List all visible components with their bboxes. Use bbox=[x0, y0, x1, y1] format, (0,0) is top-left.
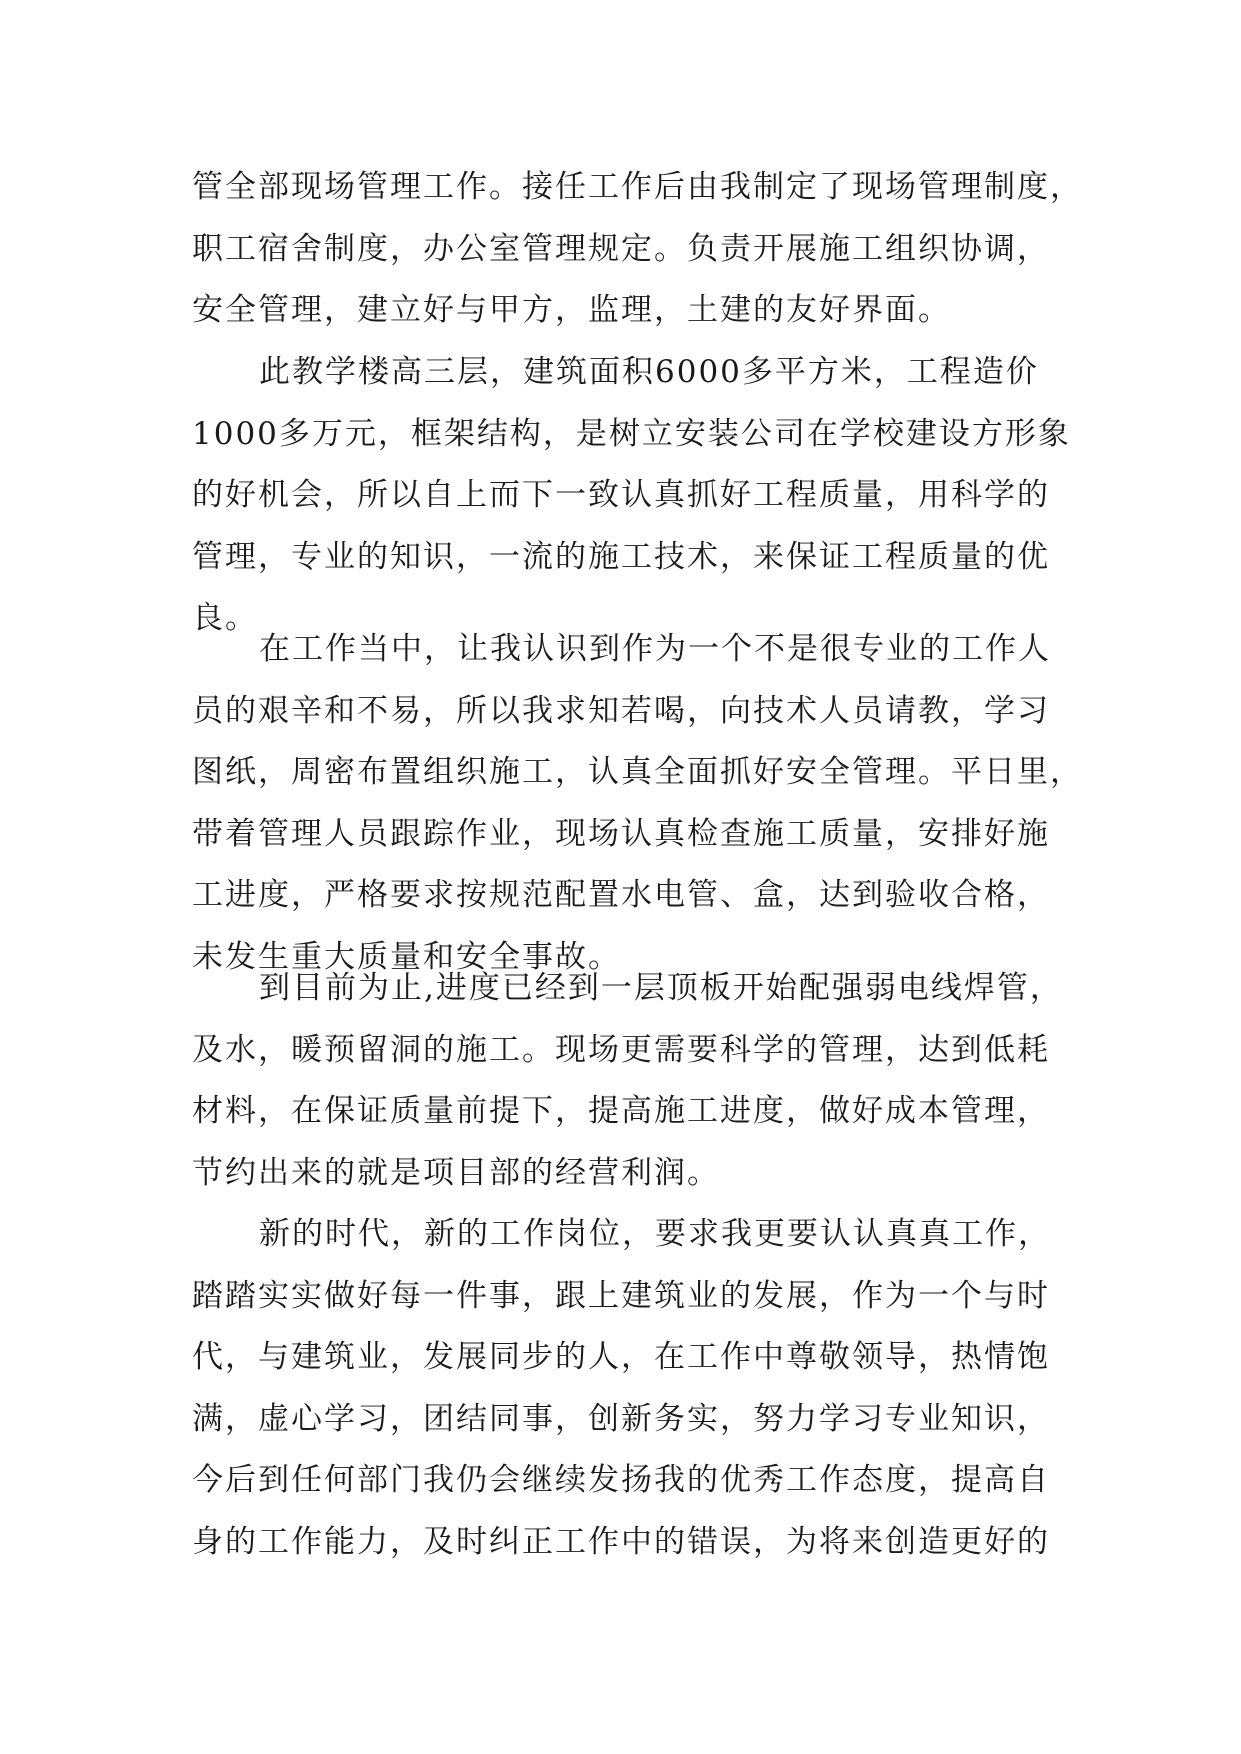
text-line: 安全管理，建立好与甲方，监理，土建的友好界面。 bbox=[192, 292, 951, 328]
text-line: 图纸，周密布置组织施工，认真全面抓好安全管理。平日里， bbox=[192, 754, 1083, 790]
text-line: 的好机会，所以自上而下一致认真抓好工程质量，用科学的 bbox=[192, 477, 1050, 513]
text-line: 管理，专业的知识，一流的施工技术，来保证工程质量的优 bbox=[192, 538, 1050, 575]
text-line: 在工作当中，让我认识到作为一个不是很专业的工作人 bbox=[259, 631, 1051, 667]
text-line: 未发生重大质量和安全事故。 bbox=[192, 938, 621, 975]
paragraph-5 bbox=[192, 1204, 1092, 1573]
text-line: 身的工作能力，及时纠正工作中的错误，为将来创造更好的 bbox=[192, 1523, 1050, 1560]
text-line: 员的艰辛和不易，所以我求知若喝，向技术人员请教，学习 bbox=[192, 692, 1050, 729]
text-line: 1000多万元，框架结构，是树立安装公司在学校建设方形象 bbox=[192, 415, 1071, 452]
text-line: 满，虚心学习，团结同事，创新务实，努力学习专业知识， bbox=[192, 1400, 1050, 1437]
text-line: 材料，在保证质量前提下，提高施工进度，做好成本管理， bbox=[192, 1093, 1050, 1129]
paragraph-4 bbox=[192, 958, 1092, 1204]
text-line: 新的时代，新的工作岗位，要求我更要认认真真工作， bbox=[259, 1216, 1051, 1252]
text-line: 到目前为止,进度已经到一层顶板开始配强弱电线焊管， bbox=[259, 970, 1063, 1006]
text-line: 今后到任何部门我仍会继续发扬我的优秀工作态度，提高自 bbox=[192, 1462, 1050, 1498]
text-line: 此教学楼高三层，建筑面积6000多平方米，工程造价 bbox=[259, 354, 1039, 390]
text-line: 工进度，严格要求按规范配置水电管、盒，达到验收合格， bbox=[192, 877, 1050, 913]
text-line: 良。 bbox=[192, 600, 258, 636]
text-line: 代，与建筑业，发展同步的人，在工作中尊敬领导，热情饱 bbox=[192, 1339, 1050, 1375]
text-line: 职工宿舍制度，办公室管理规定。负责开展施工组织协调， bbox=[192, 230, 1050, 267]
paragraph-2 bbox=[192, 342, 1092, 650]
text-line: 管全部现场管理工作。接任工作后由我制定了现场管理制度， bbox=[192, 169, 1083, 205]
paragraph-1 bbox=[192, 157, 1092, 342]
text-line: 带着管理人员跟踪作业，现场认真检查施工质量，安排好施 bbox=[192, 815, 1050, 852]
text-line: 踏踏实实做好每一件事，跟上建筑业的发展，作为一个与时 bbox=[192, 1277, 1050, 1314]
text-line: 节约出来的就是项目部的经营利润。 bbox=[192, 1154, 720, 1191]
text-line: 及水，暖预留洞的施工。现场更需要科学的管理，达到低耗 bbox=[192, 1031, 1050, 1068]
paragraph-3 bbox=[192, 619, 1092, 988]
